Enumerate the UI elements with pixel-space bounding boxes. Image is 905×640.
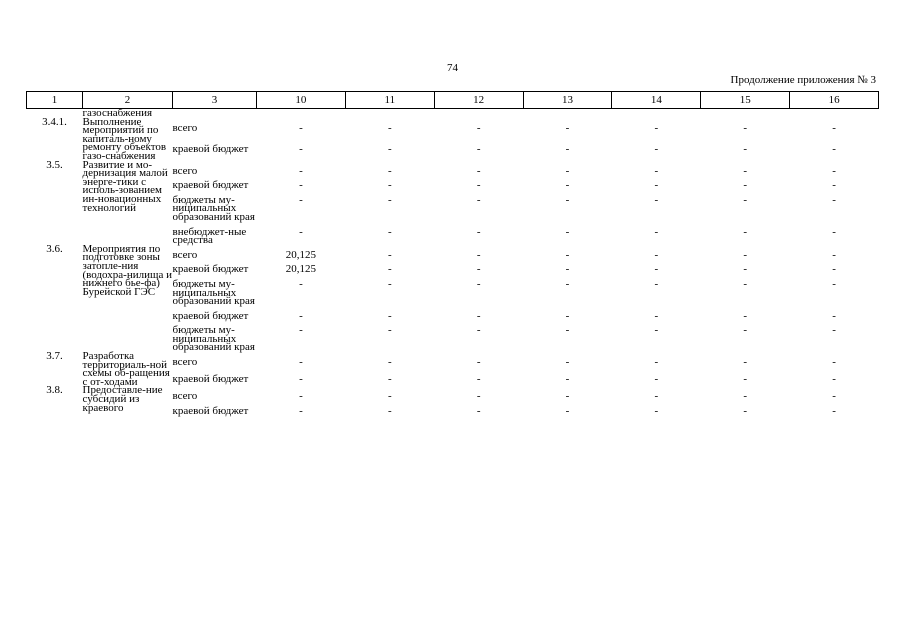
value-cell: -	[387, 225, 392, 238]
value-cell: -	[299, 143, 303, 156]
value-cell: -	[387, 277, 392, 290]
funding-source: внебюджет-ные средства	[172, 225, 247, 247]
value-cell: -	[299, 373, 303, 386]
column-header: 15	[701, 92, 790, 109]
value-cell: -	[387, 373, 392, 386]
value-cell: -	[387, 324, 392, 337]
value-cell: -	[832, 309, 836, 322]
continuation-label: Продолжение приложения № 3	[730, 74, 876, 86]
value-cell: -	[299, 405, 303, 418]
value-cell: -	[387, 405, 392, 418]
value-cell: -	[743, 193, 748, 206]
table-row	[27, 118, 879, 139]
value-cell: -	[476, 373, 481, 386]
value-cell: -	[299, 277, 303, 290]
value-cell: -	[832, 356, 836, 369]
value-cell: -	[743, 405, 748, 418]
item-name: Разработка территориаль-ной схемы об-ращения с от-ходами	[82, 350, 170, 388]
column-header: 10	[257, 92, 346, 109]
value-cell: -	[387, 164, 392, 177]
funding-source: всего	[172, 121, 198, 134]
value-cell: -	[832, 263, 836, 276]
value-cell: -	[743, 179, 748, 192]
value-cell: -	[476, 193, 481, 206]
value-cell: -	[387, 390, 392, 403]
item-number: 3.4.1.	[42, 115, 67, 128]
funding-source: краевой бюджет	[172, 179, 249, 192]
item-name: Предоставле-ние субсидий из краевого	[82, 384, 163, 414]
value-cell: -	[654, 309, 659, 322]
value-cell: -	[743, 277, 748, 290]
value-cell: -	[299, 193, 303, 206]
value-cell: -	[565, 143, 570, 156]
value-cell: -	[565, 121, 570, 134]
value-cell: 20,125	[285, 263, 317, 276]
table-row	[27, 161, 879, 176]
column-header: 11	[345, 92, 434, 109]
funding-source: всего	[172, 390, 198, 403]
value-cell: -	[743, 373, 748, 386]
funding-source: краевой бюджет	[172, 309, 249, 322]
value-cell: -	[832, 164, 836, 177]
funding-source: краевой бюджет	[172, 373, 249, 386]
item-name: Мероприятия по подготовке зоны затопле-ния (водохра-нилища и нижнего бье-фа) Бурейской ГЭС	[82, 242, 172, 298]
value-cell: -	[743, 263, 748, 276]
table-body	[27, 109, 879, 416]
value-cell: -	[654, 193, 659, 206]
value-cell: -	[565, 263, 570, 276]
value-cell: -	[387, 309, 392, 322]
value-cell: -	[387, 248, 392, 261]
appendix-table	[26, 91, 879, 416]
value-cell: -	[476, 309, 481, 322]
value-cell: -	[565, 390, 570, 403]
item-number: 3.7.	[46, 350, 63, 363]
value-cell: -	[654, 179, 659, 192]
column-header: 16	[790, 92, 879, 109]
value-cell: -	[832, 390, 836, 403]
column-header: 13	[523, 92, 612, 109]
value-cell: -	[476, 263, 481, 276]
value-cell: -	[565, 193, 570, 206]
value-cell: -	[387, 356, 392, 369]
value-cell: -	[832, 277, 836, 290]
value-cell: -	[743, 390, 748, 403]
value-cell: -	[832, 121, 836, 134]
value-cell: -	[387, 143, 392, 156]
funding-source: краевой бюджет	[172, 405, 249, 418]
value-cell: -	[832, 405, 836, 418]
value-cell: -	[654, 121, 659, 134]
funding-source: всего	[172, 248, 198, 261]
value-cell: -	[743, 225, 748, 238]
value-cell: -	[654, 225, 659, 238]
value-cell: -	[476, 277, 481, 290]
value-cell: -	[476, 143, 481, 156]
value-cell: -	[743, 324, 748, 337]
value-cell: -	[654, 356, 659, 369]
value-cell: -	[654, 373, 659, 386]
table-row	[27, 386, 879, 401]
value-cell: -	[299, 390, 303, 403]
value-cell: -	[654, 263, 659, 276]
column-header: 3	[173, 92, 257, 109]
table-row	[27, 245, 879, 260]
column-header: 14	[612, 92, 701, 109]
value-cell: -	[476, 356, 481, 369]
value-cell: -	[299, 324, 303, 337]
value-cell: -	[565, 405, 570, 418]
value-cell: 20,125	[285, 248, 317, 261]
table-row	[27, 109, 879, 118]
funding-source: всего	[172, 164, 198, 177]
value-cell: -	[299, 356, 303, 369]
value-cell: -	[476, 179, 481, 192]
value-cell: -	[565, 356, 570, 369]
page-number: 74	[447, 62, 458, 74]
item-name: Выполнение мероприятий по капиталь-ному ремонту объектов газо-снабжения	[82, 115, 167, 162]
value-cell: -	[565, 164, 570, 177]
value-cell: -	[476, 121, 481, 134]
value-cell: -	[565, 248, 570, 261]
value-cell: -	[654, 248, 659, 261]
value-cell: -	[832, 373, 836, 386]
value-cell: -	[299, 179, 303, 192]
funding-source: бюджеты му-ниципальных образований края	[172, 193, 255, 223]
item-number: 3.5.	[46, 158, 63, 171]
funding-source: бюджеты му-ниципальных образований края	[172, 277, 255, 308]
value-cell: -	[832, 225, 836, 238]
value-cell: -	[476, 324, 481, 337]
item-number: 3.6.	[46, 242, 63, 255]
value-cell: -	[299, 121, 303, 134]
value-cell: -	[832, 248, 836, 261]
funding-source: краевой бюджет	[172, 263, 249, 276]
value-cell: -	[565, 309, 570, 322]
value-cell: -	[565, 373, 570, 386]
value-cell: -	[832, 143, 836, 156]
item-name: Развитие и мо-дернизация малой энерге-тики с исполь-зованием ин-новационных технологий	[82, 158, 168, 214]
value-cell: -	[743, 164, 748, 177]
value-cell: -	[832, 193, 836, 206]
value-cell: -	[743, 121, 748, 134]
value-cell: -	[476, 390, 481, 403]
value-cell: -	[387, 193, 392, 206]
value-cell: -	[387, 121, 392, 134]
value-cell: -	[654, 324, 659, 337]
value-cell: -	[743, 248, 748, 261]
funding-source: краевой бюджет	[172, 143, 249, 156]
value-cell: -	[299, 309, 303, 322]
value-cell: -	[387, 263, 392, 276]
column-header: 2	[83, 92, 173, 109]
value-cell: -	[299, 225, 303, 238]
value-cell: -	[832, 324, 836, 337]
value-cell: -	[654, 164, 659, 177]
value-cell: -	[476, 225, 481, 238]
value-cell: -	[654, 277, 659, 290]
value-cell: -	[743, 143, 748, 156]
value-cell: -	[387, 179, 392, 192]
value-cell: -	[476, 248, 481, 261]
column-header: 12	[434, 92, 523, 109]
value-cell: -	[565, 179, 570, 192]
value-cell: -	[832, 179, 836, 192]
value-cell: -	[654, 143, 659, 156]
funding-source: бюджеты му-ниципальных образований края	[172, 324, 255, 354]
value-cell: -	[565, 277, 570, 290]
value-cell: -	[743, 309, 748, 322]
value-cell: -	[299, 164, 303, 177]
value-cell: -	[654, 405, 659, 418]
value-cell: -	[476, 405, 481, 418]
value-cell: -	[565, 324, 570, 337]
value-cell: -	[476, 164, 481, 177]
column-header: 1	[27, 92, 83, 109]
funding-source: всего	[172, 356, 198, 369]
table-row	[27, 352, 879, 369]
value-cell: -	[743, 356, 748, 369]
item-number: 3.8.	[46, 384, 63, 397]
value-cell: -	[654, 390, 659, 403]
table-header-row	[27, 92, 879, 109]
continued-name: газоснабжения	[82, 107, 153, 119]
value-cell: -	[565, 225, 570, 238]
